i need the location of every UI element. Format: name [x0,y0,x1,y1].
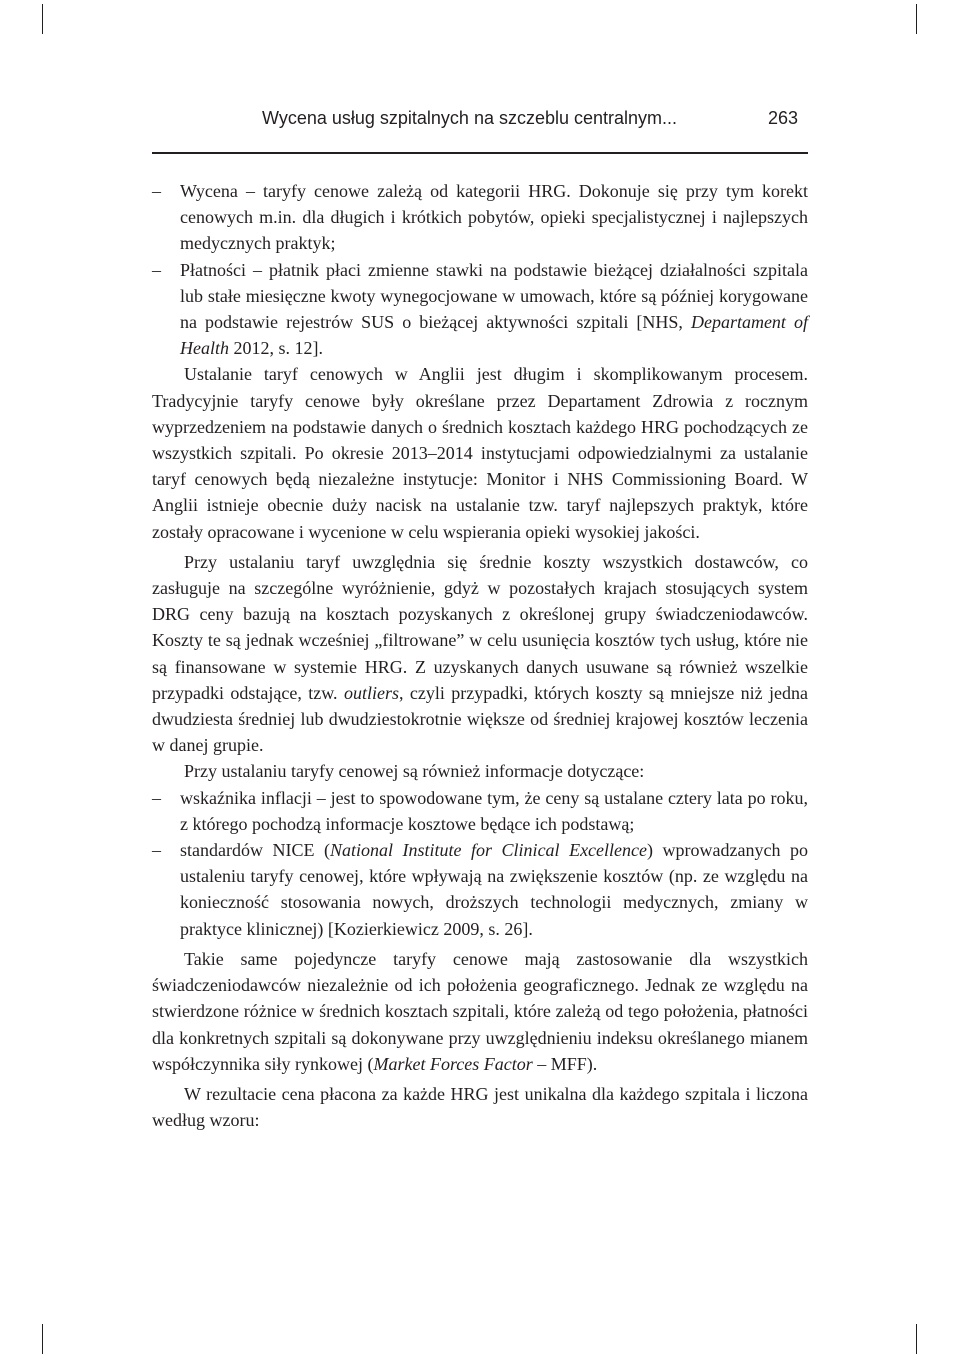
paragraph-text-part: Przy ustalaniu taryf uwzględnia się średnie koszty wszystkich dostawców, co zasługuje na szczególne wyróżnienie, gdyż w pozostałych krajach stosujących system DRG ceny bazują na kosztach pozyskanych z określonej grupy świadczeniodawców. Koszty te są jednak wcześniej „filtrowane” w celu usunięcia kosztów tych usług, które nie są finansowane w systemie HRG. Z uzyskanych danych usuwane są również wszelkie przypadki odstające, tzw. [152,551,808,703]
paragraph: Ustalanie taryf cenowych w Anglii jest długim i skomplikowanym procesem. Tradycyjnie taryfy cenowe były określane przez Departament Zdrowia z rocznym wyprzedzeniem na podstawie danych o średnich kosztach każdego HRG pochodzących ze wszystkich szpitali. Po okresie 2013–2014 instytucjami odpowiedzialnymi za ustalanie taryf cenowych będą niezależne instytucje: Monitor i NHS Commissioning Board. W Anglii istnieje obecnie duży nacisk na ustalanie tzw. taryf najlepszych praktyk, które zostały opracowane i wycenione w celu wspierania opieki wysokiej jakości. [152,364,808,542]
list-dash: – [152,181,161,201]
list-dash: – [152,787,161,808]
paragraph: W rezultacie cena płacona za każde HRG jest unikalna dla każdego szpitala i liczona według wzoru: [152,1083,808,1131]
running-header-title: Wycena usług szpitalnych na szczeblu centralnym... [262,108,678,128]
paragraph: Przy ustalaniu taryfy cenowej są również informacje dotyczące: [184,761,645,782]
paragraph-text-part: , czyli przypadki, których koszty są mniejsze niż jedna dwudziesta średniej lub dwudziestokrotnie większe od średniej krajowej kosztów leczenia w danej grupie. [152,682,809,756]
list-item-text [180,257,808,362]
list-dash: – [152,840,161,861]
header-rule [152,152,808,154]
list-item [152,785,808,837]
paragraph-italic: Market Forces Factor [373,1053,533,1074]
paragraph [152,946,808,1077]
list-dash: – [152,259,161,280]
list-item-text [180,837,808,942]
list-item-text-part: Płatności – płatnik płaci zmienne stawki na podstawie bieżącej działalności szpitala lub stałe miesięczne kwoty wynegocjowane w umowach, które są później korygowane na podstawie rejestrów SUS o bieżącej aktywności szpitali [NHS, [180,259,808,333]
list-item-italic: National Institute for Clinical Excellence [330,840,648,861]
list-item-text-part: standardów NICE ( [180,840,330,861]
paragraph-text-part: – MFF). [532,1053,598,1074]
crop-mark-top-right [916,4,917,34]
paragraph-italic: outliers [343,682,399,703]
page-number: 263 [767,108,798,128]
crop-mark-top-left [42,4,43,34]
list-item-text-part: ) wprowadzanych po ustaleniu taryfy cenowej, które wpływają na zwiększenie kosztów (np. ze względu na konieczność stosowania nowych, droższych technologii medycznych, zmiany w praktyce klinicznej) [Kozierkiewicz 2009, s. 26]. [180,840,808,939]
list-item-text: Wycena – taryfy cenowe zależą od kategorii HRG. Dokonuje się przy tym korekt cenowych m.in. dla długich i krótkich pobytów, opieki specjalistycznej i najlepszych medycznych praktyk; [180,181,808,254]
list-item [152,257,808,362]
list-item-text: wskaźnika inflacji – jest to spowodowane tym, że ceny są ustalane cztery lata po roku, z którego pochodzą informacje kosztowe będące ich podstawą; [180,787,808,834]
list-item-italic: Departament of Health [180,312,808,359]
crop-mark-bottom-right [916,1324,917,1354]
paragraph-text-part: Takie same pojedyncze taryfy cenowe mają zastosowanie dla wszystkich świadczeniodawców niezależnie od ich położenia geograficznego. Jednak ze względu na stwierdzone różnice w średnich kosztach szpitali, które zależą od tego położenia, płatności dla konkretnych szpitali są dokonywane przy uwzględnieniu indeksu określanego mianem współczynnika siły rynkowej ( [152,948,808,1074]
list-item [152,178,808,257]
body-text [152,178,808,1133]
paragraph [152,549,808,759]
list-item [152,837,808,942]
crop-mark-bottom-left [42,1324,43,1354]
list-item-text-part: 2012, s. 12]. [229,338,323,359]
